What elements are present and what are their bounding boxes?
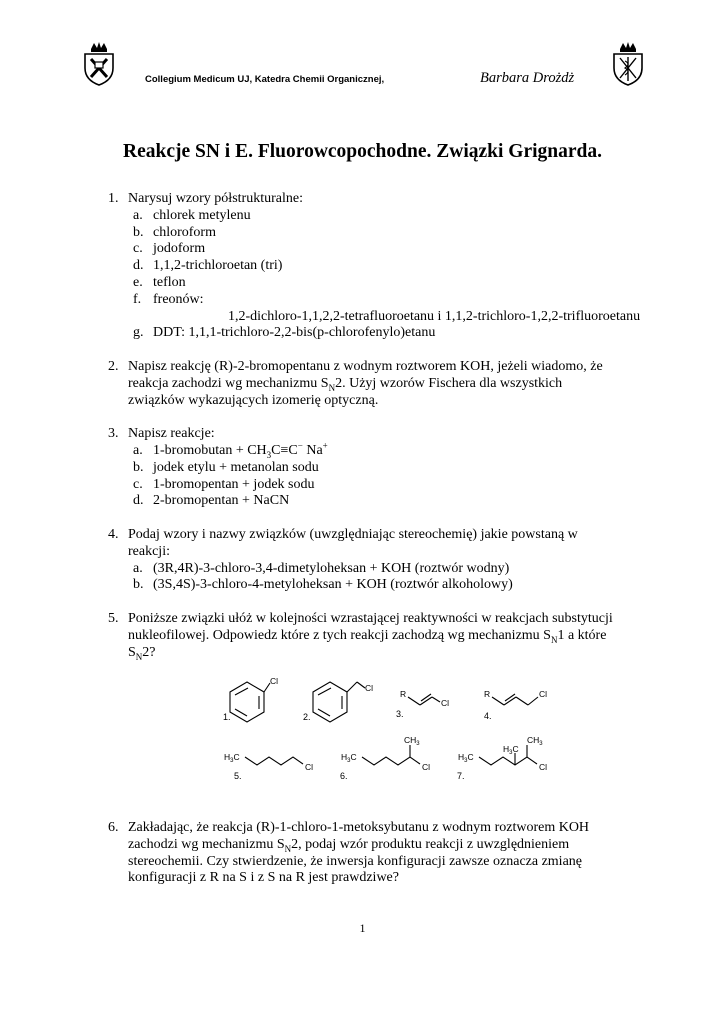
structure-label: 1. xyxy=(223,712,231,722)
header-author: Barbara Drożdż xyxy=(480,70,575,86)
question-text: Napisz reakcje: xyxy=(128,426,215,442)
question-number: 5. xyxy=(108,610,119,626)
list-item: b. (3S,4S)-3-chloro-4-metyloheksan + KOH (roztwór alkoholowy) xyxy=(133,577,513,593)
question-1 xyxy=(108,191,668,208)
list-item: b. jodek etylu + metanolan sodu xyxy=(133,459,319,475)
atom-label: Cl xyxy=(365,683,374,693)
question-number: 1. xyxy=(108,191,119,206)
questions xyxy=(108,191,668,661)
atom-label: $CH_3$ xyxy=(527,735,543,747)
question-number: 2. xyxy=(108,358,119,374)
structure-label: 2. xyxy=(303,712,311,722)
atom-label: R xyxy=(400,689,407,699)
question-4: 4. Podaj wzory i nazwy związków (uwzględniając stereochemię) jakie powstaną w reakcji: xyxy=(108,526,578,559)
atom-label: Cl xyxy=(539,689,548,699)
list-item: e. teflon xyxy=(133,274,186,290)
atom-label: $CH_3$ xyxy=(404,735,420,747)
list-item: d. 1,1,2-trichloroetan (tri) xyxy=(133,258,283,274)
page-title: Reakcje SN i E. Fluorowcopochodne. Związki Grignarda. xyxy=(122,141,603,162)
list-item: c. jodoform xyxy=(133,241,206,257)
question-3 xyxy=(108,426,668,443)
medical-faculty-crest-icon xyxy=(611,40,645,86)
header-institution: Collegium Medicum UJ, Katedra Chemii Organicznej, xyxy=(145,74,385,85)
atom-label: $H_3C$ xyxy=(341,752,357,764)
structure-5-1-chloropentane xyxy=(245,757,303,765)
atom-label: $H_3C$ xyxy=(458,752,474,764)
list-item: a. 1-bromobutan + $CH_3C\equiv C^-$ Na+ xyxy=(133,440,328,460)
atom-label: $H_3C$ xyxy=(503,744,519,756)
list-item: c. 1-bromopentan + jodek sodu xyxy=(133,476,315,492)
list-item: a. (3R,4R)-3-chloro-3,4-dimetyloheksan + KOH (roztwór wodny) xyxy=(133,560,510,576)
structure-6-2-chloro-2-methylpentane xyxy=(362,745,420,765)
freon-names: 1,2-dichloro-1,1,2,2-tetrafluoroetanu i 1,1,2-trichloro-1,2,2-trifluoroetanu xyxy=(228,308,641,324)
atom-label: Cl xyxy=(441,698,450,708)
question-number: 6. xyxy=(108,820,119,835)
list-item: b. chloroform xyxy=(133,224,216,240)
atom-label: Cl xyxy=(422,762,431,772)
atom-label: Cl xyxy=(270,676,279,686)
structure-7-tertiary-chloride xyxy=(479,745,537,765)
question-number: 4. xyxy=(108,526,119,542)
structure-3-vinyl-chloride xyxy=(408,694,440,705)
structure-label: 4. xyxy=(484,711,492,721)
atom-label: Cl xyxy=(305,762,314,772)
question-number: 3. xyxy=(108,426,119,442)
structure-1-chlorobenzene xyxy=(230,682,270,722)
structure-label: 5. xyxy=(234,771,242,781)
structure-label: 3. xyxy=(396,709,404,719)
structure-label: 7. xyxy=(457,771,465,781)
list-item: f. freonów: xyxy=(133,291,204,307)
atom-label: Cl xyxy=(539,762,548,772)
page-number: 1 xyxy=(359,921,366,935)
question-6: 6. Zakładając, że reakcja (R)-1-chloro-1-metoksybutanu z wodnym roztworem KOH zachodzi wg mechanizmu $S_N2$, podaj wzór produktu reakcji z uwzględnieniem stereochemii. Czy stwierdzenie, że inwersja konfiguracji zawsze oznacza zmianę konfiguracji z R na S i z S na R jest prawdziwe? xyxy=(108,820,590,886)
atom-label: $H_3C$ xyxy=(224,752,240,764)
atom-label: R xyxy=(484,689,491,699)
question-2: 2. Napisz reakcję (R)-2-bromopentanu z wodnym roztworem KOH, jeżeli wiadomo, że reakcja zachodzi wg mechanizmu $S_N2$. Użyj wzorów Fischera dla wszystkich związków wykazujących izomerię optyczną. xyxy=(108,358,603,408)
list-item: d. 2-bromopentan + NaCN xyxy=(133,493,290,509)
structure-2-benzyl-chloride xyxy=(313,682,365,722)
question-5: 5. Poniższe związki ułóż w kolejności wzrastającej reaktywności w reakcjach substytucji nukleofilowej. Odpowiedz które z tych reakcji zachodzą wg mechanizmu $S_N1$ a które $S_N2$? xyxy=(108,610,613,662)
university-crest-icon xyxy=(82,40,116,86)
list-item: a. chlorek metylenu xyxy=(133,207,251,223)
list-item: g. DDT: 1,1,1-trichloro-2,2-bis(p-chlorofenylo)etanu xyxy=(133,325,436,341)
question-text: Narysuj wzory półstrukturalne: xyxy=(128,191,303,206)
structure-label: 6. xyxy=(340,771,348,781)
structure-4-allyl-chloride xyxy=(492,694,538,705)
